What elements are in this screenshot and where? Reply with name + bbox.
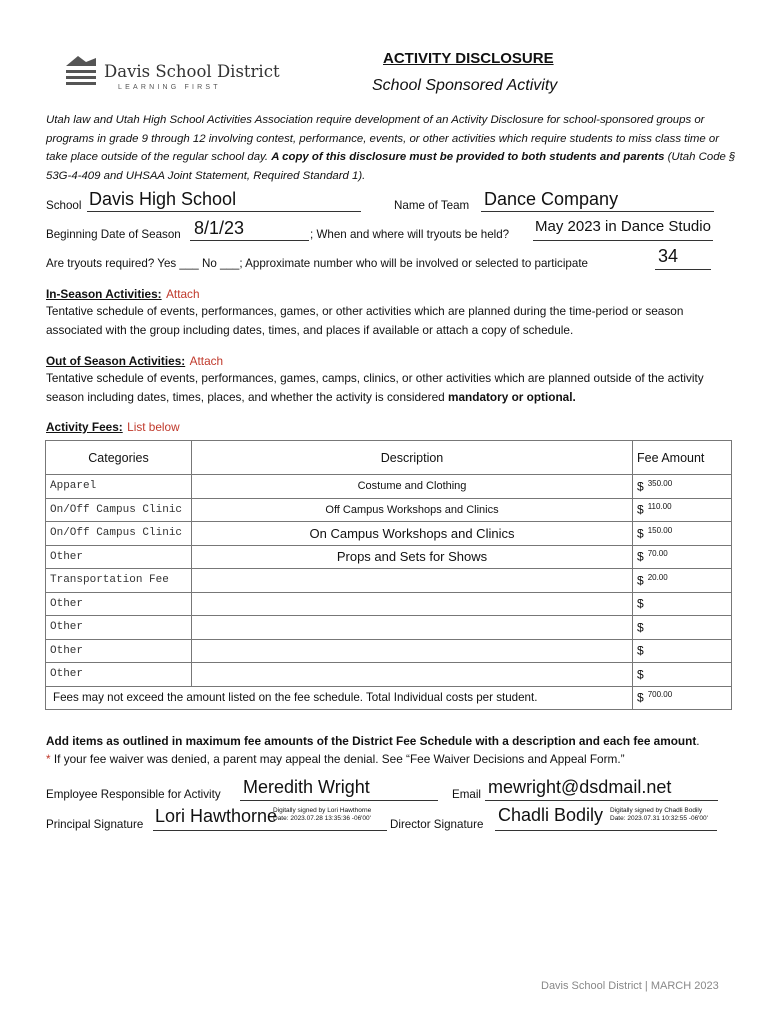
waiver-asterisk: * — [46, 752, 51, 766]
fees-heading-row — [46, 418, 180, 436]
principal-label: Principal Signature — [46, 818, 144, 831]
fee-description[interactable]: Off Campus Workshops and Clinics — [192, 498, 633, 522]
participants-field[interactable]: 34 — [658, 246, 679, 266]
principal-line — [153, 830, 387, 831]
team-line — [481, 211, 714, 212]
director-stamp-line2: Date: 2023.07.31 10:32:55 -06'00' — [610, 815, 708, 822]
fee-schedule-bold: Add items as outlined in maximum fee amounts of the District Fee Schedule with a description and each fee amount — [46, 734, 697, 748]
logo-name: Davis School District — [104, 62, 280, 81]
col-description: Description — [192, 441, 633, 475]
fee-category[interactable]: Other — [46, 639, 192, 663]
principal-stamp-line1: Digitally signed by Lori Hawthorne — [273, 807, 372, 814]
in-season-heading: In-Season Activities: — [46, 287, 162, 301]
currency-symbol: $ — [637, 597, 644, 612]
season-date-field[interactable]: 8/1/23 — [194, 218, 245, 238]
director-signature[interactable]: Chadli Bodily — [498, 805, 604, 825]
employee-line — [240, 800, 438, 801]
fee-description[interactable] — [192, 663, 633, 687]
fee-description[interactable] — [192, 639, 633, 663]
principal-stamp-line2: Date: 2023.07.28 13:35:36 -06'00' — [273, 815, 371, 822]
director-label: Director Signature — [390, 818, 484, 831]
employee-label: Employee Responsible for Activity — [46, 788, 221, 801]
district-logo — [64, 50, 284, 98]
fees-list-below: List below — [127, 420, 180, 434]
fee-amount[interactable] — [633, 616, 732, 640]
fee-row — [46, 545, 732, 569]
season-line — [190, 240, 309, 241]
tryout-when-label: ; When and where will tryouts be held? — [310, 228, 510, 241]
intro-text-1: Utah law and Utah High School Activities Association require development of an Activity Disclosure for school-sponsored groups or programs in grade 9 through 12 involving contest, performance, events, or other activities which require students to miss class time or take place outside of the regular school day. — [46, 114, 719, 164]
fee-amount-value: 150.00 — [647, 525, 673, 535]
mountain-logo-icon — [64, 52, 98, 92]
intro-paragraph — [46, 111, 736, 185]
currency-symbol: $ — [637, 503, 644, 518]
fee-schedule-period: . — [696, 734, 700, 748]
email-field[interactable]: mewright@dsdmail.net — [488, 777, 672, 797]
fees-total-value: 700.00 — [647, 690, 673, 700]
fee-amount-value: 110.00 — [647, 502, 672, 512]
fee-category[interactable]: On/Off Campus Clinic — [46, 498, 192, 522]
fees-table — [45, 440, 732, 710]
fee-category[interactable]: Other — [46, 663, 192, 687]
director-line — [495, 830, 717, 831]
school-line — [87, 211, 361, 212]
fee-description[interactable] — [192, 592, 633, 616]
in-season-heading-row — [46, 285, 200, 303]
out-season-heading: Out of Season Activities: — [46, 354, 186, 368]
participants-line — [655, 269, 711, 270]
fee-row — [46, 616, 732, 640]
currency-symbol: $ — [637, 526, 644, 541]
fee-category[interactable]: Other — [46, 616, 192, 640]
page-footer: Davis School District | MARCH 2023 — [541, 980, 719, 992]
school-label: School — [46, 199, 82, 212]
email-line — [485, 800, 718, 801]
currency-symbol: $ — [637, 691, 644, 706]
fee-amount[interactable] — [633, 545, 732, 569]
principal-digital-stamp — [273, 807, 371, 823]
fee-description[interactable]: Props and Sets for Shows — [192, 545, 633, 569]
currency-symbol: $ — [637, 573, 644, 588]
employee-field[interactable]: Meredith Wright — [243, 777, 370, 797]
fee-amount[interactable] — [633, 498, 732, 522]
fee-row — [46, 522, 732, 546]
out-season-heading-row — [46, 352, 223, 370]
currency-symbol: $ — [637, 620, 644, 635]
team-label: Name of Team — [394, 199, 470, 212]
page-title: ACTIVITY DISCLOSURE — [383, 50, 554, 67]
tryout-when-line — [533, 240, 713, 241]
fee-row — [46, 498, 732, 522]
fee-row — [46, 639, 732, 663]
currency-symbol: $ — [637, 644, 644, 659]
fee-amount[interactable] — [633, 569, 732, 593]
fee-amount-value: 20.00 — [647, 572, 668, 582]
email-label: Email — [452, 788, 481, 801]
fee-row — [46, 569, 732, 593]
fee-category[interactable]: Apparel — [46, 475, 192, 499]
out-season-text — [46, 369, 736, 406]
currency-symbol: $ — [637, 667, 644, 682]
fee-category[interactable]: On/Off Campus Clinic — [46, 522, 192, 546]
intro-text-2: (Utah Code § 53G-4-409 and UHSAA Joint Statement, Required Standard 1). — [46, 151, 736, 182]
fee-amount[interactable] — [633, 592, 732, 616]
currency-symbol: $ — [637, 479, 644, 494]
currency-symbol: $ — [637, 550, 644, 565]
fee-description[interactable]: On Campus Workshops and Clinics — [192, 522, 633, 546]
logo-tagline: LEARNING FIRST — [118, 84, 221, 91]
col-fee-amount: Fee Amount — [633, 441, 732, 475]
season-label: Beginning Date of Season — [46, 228, 181, 241]
tryout-when-field[interactable]: May 2023 in Dance Studio — [535, 218, 711, 235]
fee-amount[interactable] — [633, 663, 732, 687]
in-season-attach: Attach — [166, 287, 200, 301]
fee-row — [46, 592, 732, 616]
intro-bold: A copy of this disclosure must be provided to both students and parents — [271, 151, 665, 164]
fee-amount-value: 350.00 — [647, 478, 673, 488]
fees-footer-note: Fees may not exceed the amount listed on the fee schedule. Total Individual costs per student. — [46, 686, 633, 710]
principal-signature[interactable]: Lori Hawthorne — [155, 806, 278, 826]
team-field[interactable]: Dance Company — [484, 189, 619, 209]
fee-description[interactable] — [192, 616, 633, 640]
fee-category[interactable]: Other — [46, 592, 192, 616]
fees-total[interactable] — [633, 686, 732, 710]
fee-row — [46, 475, 732, 499]
in-season-text: Tentative schedule of events, performances, games, or other activities which are planned during the time-period or season associated with the group including dates, times, and places if available or attach a copy of schedule. — [46, 304, 684, 337]
out-season-attach: Attach — [189, 354, 224, 368]
waiver-note — [46, 750, 746, 769]
fees-total-row — [46, 686, 732, 710]
fee-category[interactable]: Transportation Fee — [46, 569, 192, 593]
col-categories: Categories — [46, 441, 192, 475]
fee-amount[interactable] — [633, 475, 732, 499]
director-stamp-line1: Digitally signed by Chadli Bodily — [610, 807, 703, 814]
tryouts-required-label: Are tryouts required? Yes ___ No ___; Approximate number who will be involved or selected to participate — [46, 257, 588, 270]
out-season-text-body: Tentative schedule of events, performances, games, camps, clinics, or other activities which are planned outside of the activity season including dates, times, places, and whether the activity is considered — [46, 371, 704, 404]
fee-schedule-note — [46, 732, 746, 751]
fee-category[interactable]: Other — [46, 545, 192, 569]
fee-amount[interactable] — [633, 522, 732, 546]
fees-header-row — [46, 441, 732, 475]
fee-description[interactable] — [192, 569, 633, 593]
fee-amount[interactable] — [633, 639, 732, 663]
school-field[interactable]: Davis High School — [89, 189, 237, 209]
page-subtitle: School Sponsored Activity — [372, 77, 558, 94]
out-season-bold: mandatory or optional. — [447, 389, 576, 404]
waiver-text: If your fee waiver was denied, a parent may appeal the denial. See “Fee Waiver Decisions and Appeal Form.” — [50, 752, 625, 766]
director-digital-stamp — [610, 807, 708, 823]
fee-amount-value: 70.00 — [647, 549, 668, 559]
fees-heading: Activity Fees: — [46, 420, 123, 434]
fee-row — [46, 663, 732, 687]
fee-description[interactable]: Costume and Clothing — [192, 475, 633, 499]
